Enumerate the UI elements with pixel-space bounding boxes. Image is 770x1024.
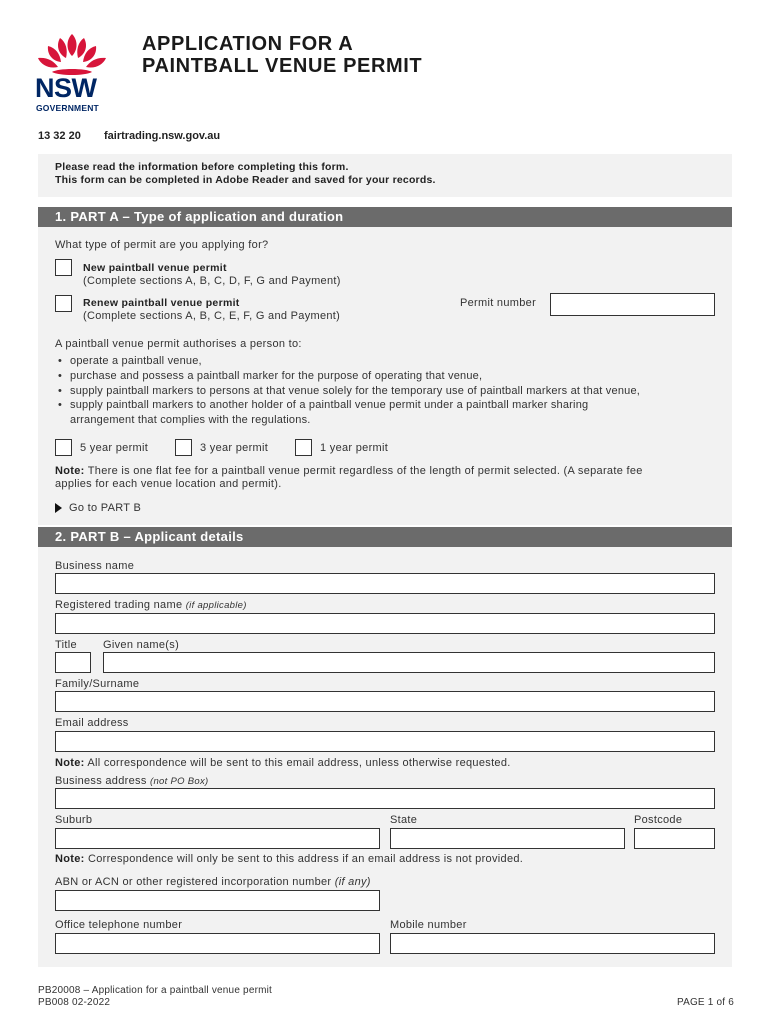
trading-name-input[interactable] <box>55 613 715 634</box>
business-name-label: Business name <box>55 560 135 572</box>
abn-hint: (if any) <box>334 876 371 888</box>
renew-permit-checkbox[interactable] <box>55 295 72 312</box>
email-label: Email address <box>55 717 129 729</box>
arrow-right-icon <box>55 503 62 513</box>
surname-label: Family/Surname <box>55 678 140 690</box>
business-address-hint: (not PO Box) <box>149 776 209 787</box>
email-note-text: All correspondence will be sent to this email address, unless otherwise requested. <box>87 757 511 769</box>
postcode-input[interactable] <box>634 828 715 849</box>
go-to-part-b-label: Go to PART B <box>69 502 142 514</box>
email-input[interactable] <box>55 731 715 752</box>
list-item: • supply paintball markers to persons at that venue solely for the temporary use of paintball markers at that venue, <box>55 384 730 399</box>
1-year-checkbox[interactable] <box>295 439 312 456</box>
list-item: • operate a paintball venue, <box>55 354 730 369</box>
intro-line-2: This form can be completed in Adobe Reader and saved for your records. <box>55 174 436 186</box>
5-year-checkbox[interactable] <box>55 439 72 456</box>
title-line-2: PAINTBALL VENUE PERMIT <box>142 55 423 77</box>
footer-form-code: PB008 02-2022 <box>38 997 111 1008</box>
abn-label-text: ABN or ACN or other registered incorporation number <box>55 876 332 888</box>
mobile-label: Mobile number <box>390 919 467 931</box>
intro-line-1: Please read the information before completing this form. <box>55 161 349 173</box>
fee-note-text: There is one flat fee for a paintball venue permit regardless of the length of permit selected. (A separate fee <box>87 465 643 477</box>
title-line-1: APPLICATION FOR A <box>142 33 354 55</box>
office-phone-input[interactable] <box>55 933 380 954</box>
state-input[interactable] <box>390 828 625 849</box>
page-number: PAGE 1 of 6 <box>676 997 734 1008</box>
postcode-label: Postcode <box>634 814 683 826</box>
permit-number-label: Permit number <box>460 297 537 309</box>
list-item-continuation: arrangement that complies with the regulations. <box>70 414 311 427</box>
part-b-heading: 2. PART B – Applicant details <box>38 527 732 547</box>
office-phone-label: Office telephone number <box>55 919 183 931</box>
suburb-label: Suburb <box>55 814 93 826</box>
nsw-government-logo <box>30 30 114 116</box>
note-label: Note: <box>55 465 85 477</box>
mobile-input[interactable] <box>390 933 715 954</box>
state-label: State <box>390 814 418 826</box>
authorises-intro: A paintball venue permit authorises a person to: <box>55 338 302 350</box>
title-label: Title <box>55 639 77 651</box>
address-note <box>55 853 523 865</box>
new-permit-label: New paintball venue permit <box>83 262 227 274</box>
phone-number: 13 32 20 <box>38 130 81 142</box>
note-label: Note: <box>55 757 85 769</box>
fee-note-line-1 <box>55 465 643 477</box>
renew-permit-label: Renew paintball venue permit <box>83 297 240 309</box>
permit-number-input[interactable] <box>550 293 715 316</box>
renew-permit-sections: (Complete sections A, B, C, E, F, G and Payment) <box>83 310 341 322</box>
abn-input[interactable] <box>55 890 380 911</box>
permit-type-question: What type of permit are you applying for? <box>55 239 269 251</box>
part-a-heading: 1. PART A – Type of application and duration <box>38 207 732 227</box>
note-label: Note: <box>55 853 85 865</box>
trading-name-label <box>55 599 247 611</box>
new-permit-checkbox[interactable] <box>55 259 72 276</box>
footer-form-title: PB20008 – Application for a paintball venue permit <box>38 985 273 996</box>
3-year-checkbox[interactable] <box>175 439 192 456</box>
business-address-label-text: Business address <box>55 775 147 787</box>
fee-note-line-2: applies for each venue location and permit). <box>55 478 282 490</box>
logo-subtext: GOVERNMENT <box>36 103 99 113</box>
authorisations-list <box>55 354 730 427</box>
business-name-input[interactable] <box>55 573 715 594</box>
waratah-icon <box>30 30 114 78</box>
given-names-input[interactable] <box>103 652 715 673</box>
trading-name-label-text: Registered trading name <box>55 599 183 611</box>
business-address-label <box>55 775 209 787</box>
list-item: • supply paintball markers to another holder of a paintball venue permit under a paintball marker sharing <box>55 398 730 413</box>
title-input[interactable] <box>55 652 91 673</box>
email-note <box>55 757 511 769</box>
list-item: • purchase and possess a paintball marker for the purpose of operating that venue, <box>55 369 730 384</box>
address-note-text: Correspondence will only be sent to this address if an email address is not provided. <box>87 853 524 865</box>
business-address-input[interactable] <box>55 788 715 809</box>
surname-input[interactable] <box>55 691 715 712</box>
logo-wordmark: NSW <box>35 73 97 103</box>
trading-name-hint: (if applicable) <box>185 600 247 611</box>
1-year-label: 1 year permit <box>320 442 389 454</box>
intro-box <box>38 154 732 197</box>
given-names-label: Given name(s) <box>103 639 180 651</box>
website-link[interactable]: fairtrading.nsw.gov.au <box>104 130 221 142</box>
3-year-label: 3 year permit <box>200 442 269 454</box>
abn-label <box>55 876 371 888</box>
suburb-input[interactable] <box>55 828 380 849</box>
new-permit-sections: (Complete sections A, B, C, D, F, G and Payment) <box>83 275 341 287</box>
5-year-label: 5 year permit <box>80 442 149 454</box>
page-title <box>142 33 422 77</box>
